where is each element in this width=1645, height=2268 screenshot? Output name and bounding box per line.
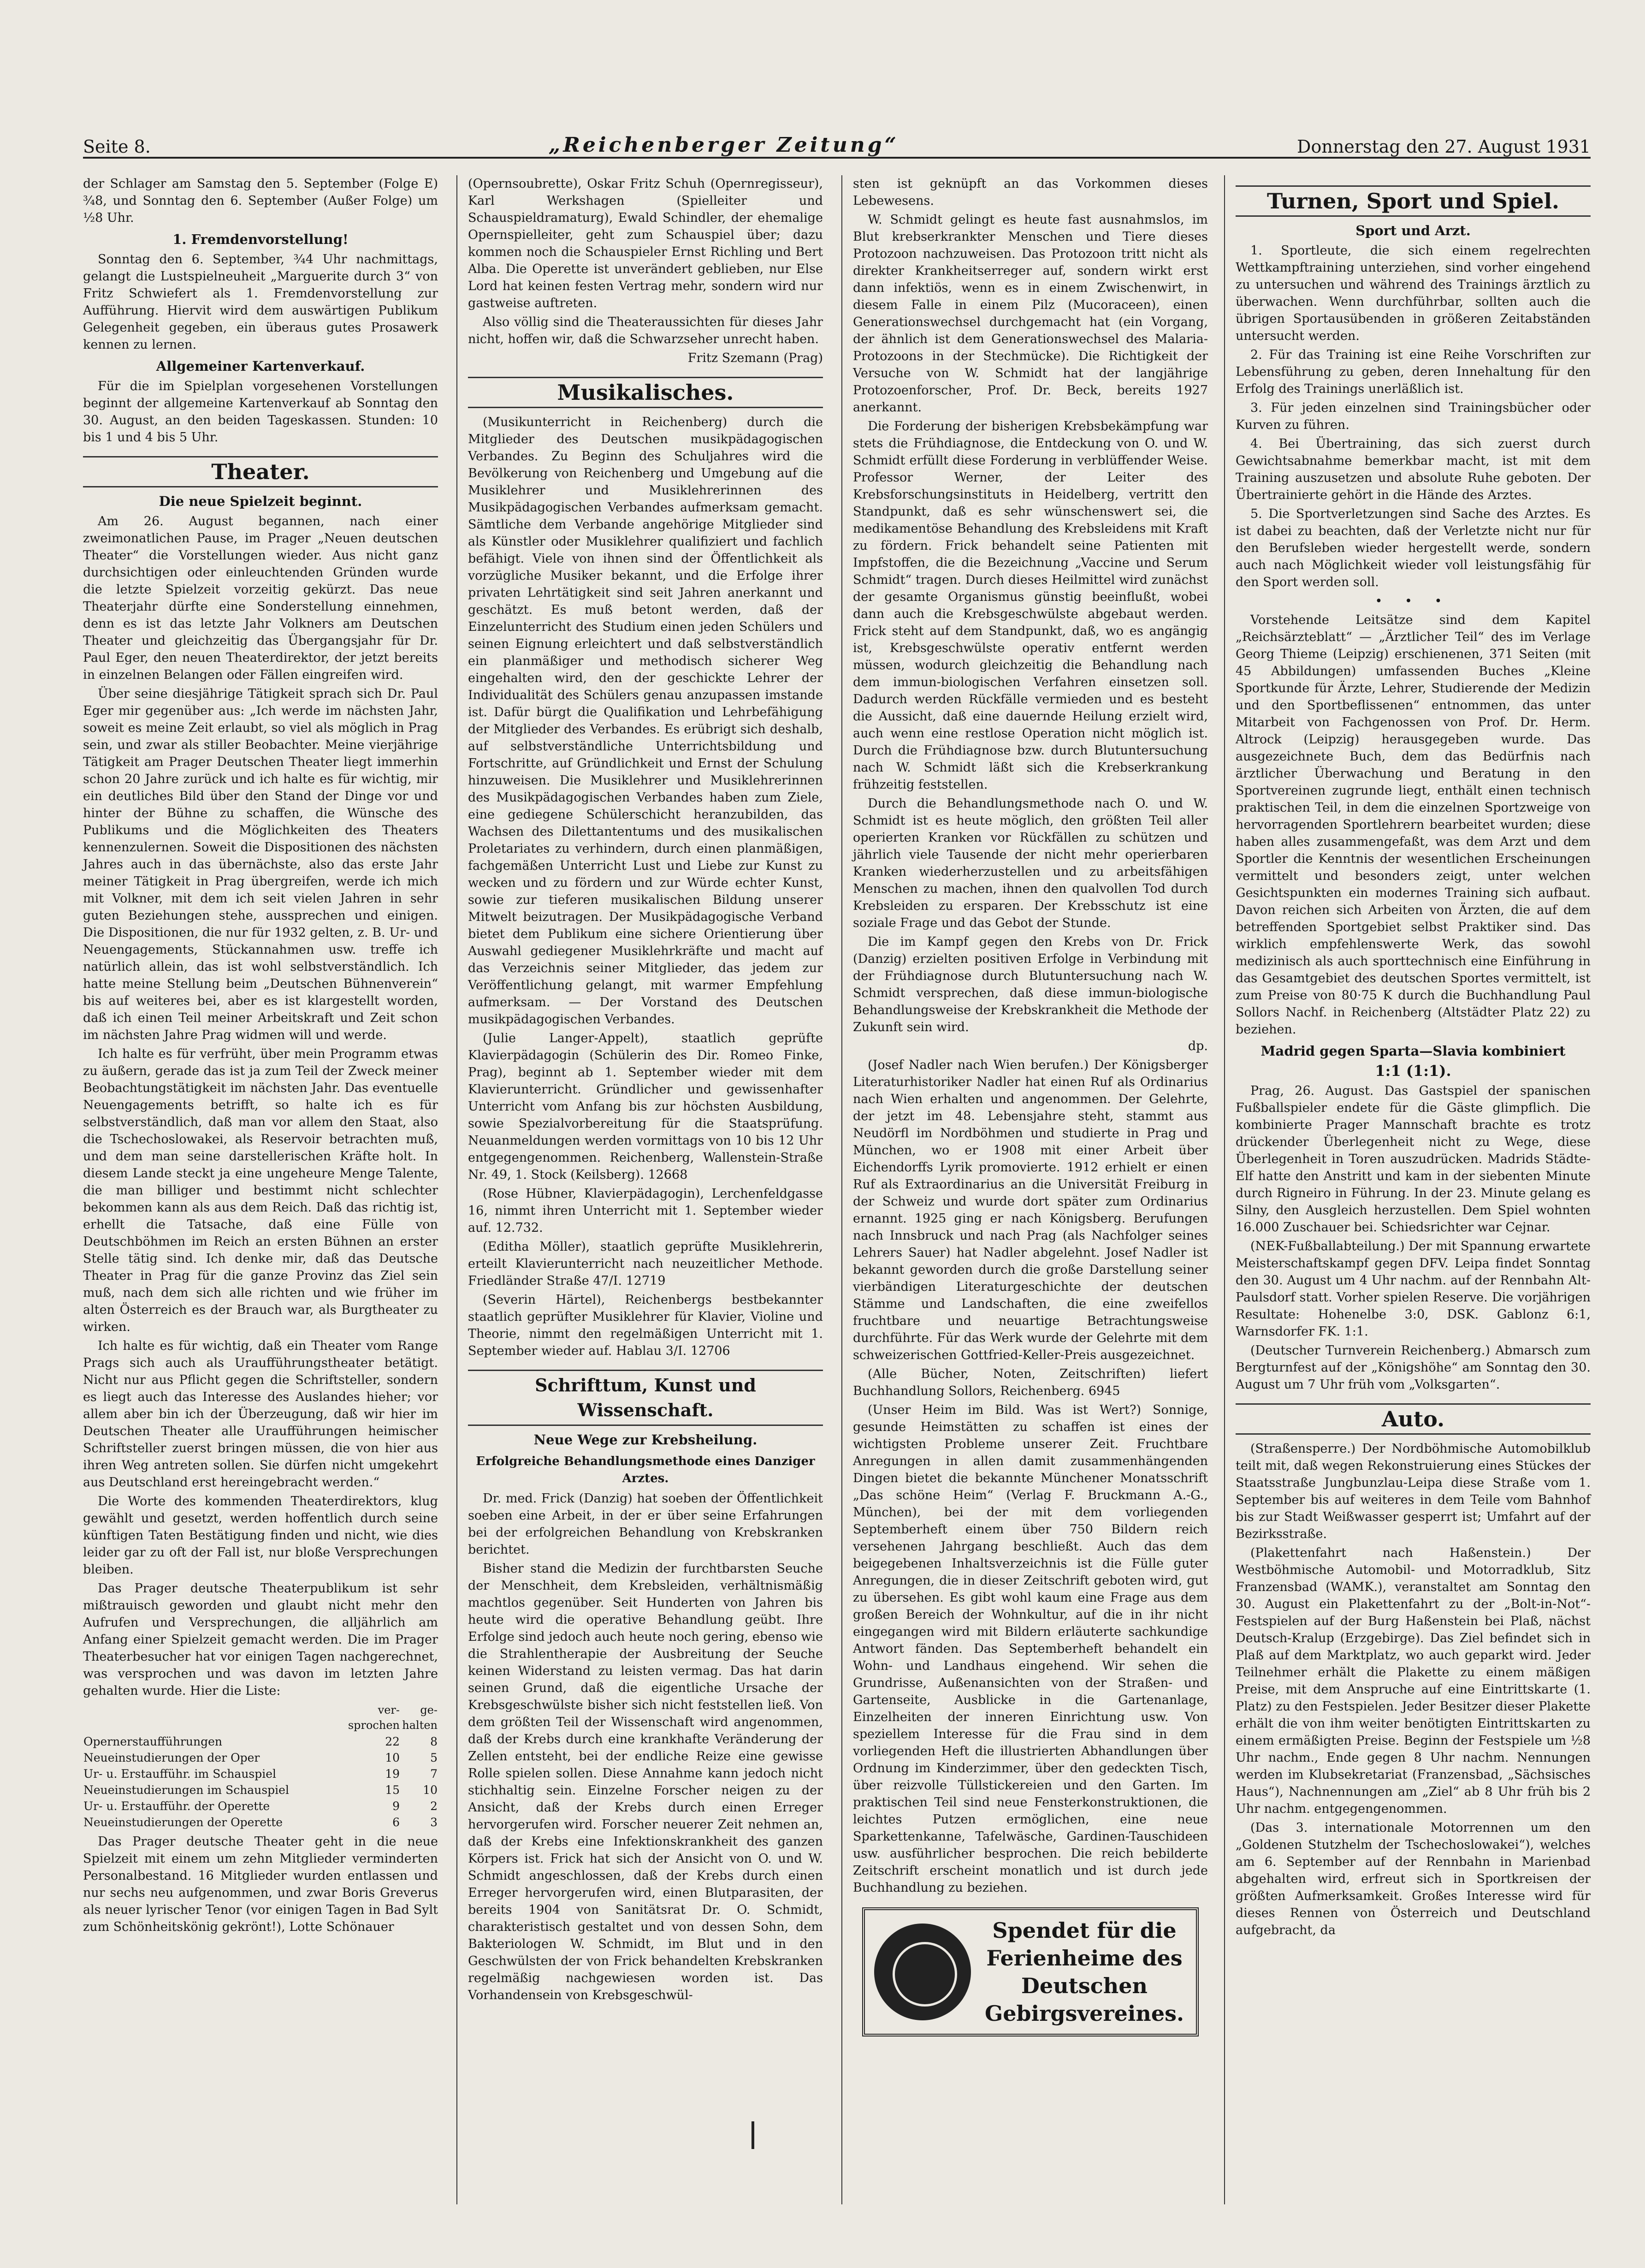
paragraph: Das Prager deutsche Theaterpublikum ist sehr mißtrauisch geworden und glaubt nicht mehr den Aufrufen und Versprechungen, die alljährlich am Anfang einer Spielzeit gemacht werden. Die im Prager Theaterbesucher hat vor einigen Tagen nachgerechnet, was versprochen und was davon im letzten Jahre gehalten wurde. Hier die Liste: <box>83 1581 438 1698</box>
article-subheading: Erfolgreiche Behandlungsmethode eines Danziger Arztes. <box>476 1455 815 1485</box>
paragraph: Für die im Spielplan vorgesehenen Vorstellungen beginnt der allgemeine Kartenverkauf ab Sonntag den 30. August, an den beiden Tageskassen. Stunden: 10 bis 1 und 4 bis 5 Uhr. <box>83 379 438 445</box>
paragraph: 3. Für jeden einzelnen sind Trainingsbücher oder Kurven zu führen. <box>1236 401 1591 432</box>
paragraph: (Alle Bücher, Noten, Zeitschriften) liefert Buchhandlung Sollors, Reichenberg. 6945 <box>853 1367 1208 1398</box>
column-rule <box>456 175 457 2204</box>
paragraph: W. Schmidt gelingt es heute fast ausnahmslos, im Blut krebserkrankter Menschen und Tiere dieses Protozoon nachzuweisen. Das Protozoon tritt nicht als direkter Krankheitserreger auf, sondern wirkt erst dann infektiös, wenn es in einem Zwischenwirt, in diesem Falle in einem Pilz (Mucoraceen), einen Generationswechsel durchgemacht hat (ein Vorgang, der ähnlich ist dem Generationswechsel des Malaria-Protozoons in der Stechmücke). Die Richtigkeit der Versuche von W. Schmidt hat der langjährige Protozoenforscher, Prof. Dr. Beck, bereits 1927 anerkannt. <box>853 213 1208 415</box>
paragraph: (Severin Härtel), Reichenbergs bestbekannter staatlich geprüfter Musiklehrer für Klavier, Violine und Theorie, nimmt den regelmäßigen Unterricht mit 1. September wieder auf. Hablau 3/I. 12706 <box>468 1293 823 1358</box>
column-1 <box>83 175 438 1937</box>
paragraph: 1. Sportleute, die sich einem regelrechten Wettkampftraining unterziehen, sind vorher eingehend zu untersuchen und während des Trainings ärztlich zu überwachen. Wenn durchführbar, sollten auch die übrigen Sportausübenden in größeren Zeitabständen untersucht werden. <box>1236 243 1591 343</box>
paragraph: Die Forderung der bisherigen Krebsbekämpfung war stets die Frühdiagnose, die Entdeckung von O. und W. Schmidt erfüllt diese Forderung in verblüffender Weise. Professor Werner, der Leiter des Krebsforschungsinstituts in Heidelberg, vertritt den Standpunkt, daß es sehr wünschenswert sei, die medikamentöse Behandlung des Krebsleidens mit Kraft zu fördern. Frick behandelt seine Patienten mit Impfstoffen, die die Bezeichnung „Vaccine und Serum Schmidt“ tragen. Durch dieses Heilmittel wird zunächst der gesamte Organismus günstig beeinflußt, wobei dann auch die Krebsgeschwülste abgebaut werden. Frick steht auf dem Standpunkt, daß, wo es angängig ist, Krebsgeschwülste operativ entfernt werden müssen, wodurch gleichzeitig die Behandlung nach dem immun-biologischen Verfahren einsetzen soll. Dadurch werden Rückfälle vermieden und es besteht die Aussicht, daß eine dauernde Heilung erzielt wird, auch wenn eine restlose Operation nicht möglich ist. Durch die Frühdiagnose bzw. durch Blutuntersuchung nach W. Schmidt läßt sich die Krebserkrankung frühzeitig feststellen. <box>853 419 1208 792</box>
section-heading-auto: Auto. <box>1236 1403 1591 1435</box>
paragraph: (Unser Heim im Bild. Was ist Wert?) Sonnige, gesunde Heimstätten zu schaffen ist eines der wichtigsten Probleme unserer Zeit. Fruchtbare Anregungen in allen damit zusammenhängenden Dingen bietet die bekannte Münchener Monatsschrift „Das schöne Heim“ (Verlag F. Bruckmann A.-G., München), bei der mit dem vorliegenden Septemberheft einem über 750 Bildern reich versehenen Jahrgang beschließt. Auch das dem beigegebenen Inhaltsverzeichnis ist die Fülle guter Anregungen, die in dieser Zeitschrift geboten wird, gut zu übersehen. Es gibt wohl kaum eine Frage aus dem großen Bereich der Wohnkultur, auf die in ihr nicht eingegangen wird mit Bildern erläuterte sachkundige Antwort fänden. Das Septemberheft behandelt ein Wohn- und Landhaus eingehend. Wir sehen die Grundrisse, Außenansichten von der Straßen- und Gartenseite, Ausblicke in die Gartenanlage, Einzelheiten der inneren Einrichtung usw. Von speziellem Interesse für die Frau sind in dem vorliegenden Heft die illustrierten Abhandlungen über Ordnung im Kinderzimmer, über den gedeckten Tisch, über reizvolle Tüllstickereien und den Garten. Im praktischen Teil sind neue Fensterkonstruktionen, die leichtes Putzen ermöglichen, eine neue Sparkettenkanne, Tafelwäsche, Gardinen-Tauschideen usw. ausführlicher besprochen. Die reich bebilderte Zeitschrift erscheint monatlich und ist durch jede Buchhandlung zu beziehen. <box>853 1403 1208 1895</box>
column-2 <box>468 175 823 2006</box>
paragraph: Vorstehende Leitsätze sind dem Kapitel „Reichsärzteblatt“ — „Ärztlicher Teil“ des im Verlage Georg Thieme (Leipzig) erschienenen, 371 Seiten (mit 45 Abbildungen) umfassenden Buches „Kleine Sportkunde für Ärzte, Lehrer, Studierende der Medizin und den Sportbeflissenen“ entnommen, das unter Mitarbeit von Fachgenossen von Prof. Dr. Herm. Altrock (Leipzig) herausgegeben wurde. Das ausgezeichnete Buch, dem das Bedürfnis nach ärztlicher Überwachung und Beratung in den Sportvereinen zugrunde liegt, enthält einen technisch praktischen Teil, in dem die einzelnen Sportzweige von hervorragenden Sportlehrern bearbeitet wurden; diese haben alles zusammengefaßt, was dem Arzt und dem Sportler die Kenntnis der wesentlichen Erscheinungen vermittelt und besonders zeigt, unter welchen Gesichtspunkten ein modernes Training sich aufbaut. Davon reichen sich Arbeiten von Ärzten, die auf dem betreffenden Sportgebiet selbst Praktiker sind. Das wirklich empfehlenswerte Werk, das sowohl medizinisch als auch sporttechnisch eine Einführung in das Gesamtgebiet des deutschen Sportes vermittelt, ist zum Preise von 80·75 K durch die Buchhandlung Paul Sollors Nachf. in Reichenberg (Altstädter Platz 22) zu beziehen. <box>1236 613 1591 1037</box>
paragraph: (Editha Möller), staatlich geprüfte Musiklehrerin, erteilt Klavierunterricht nach neuzeitlicher Methode. Friedländer Straße 47/I. 12719 <box>468 1240 823 1288</box>
table-header: ge-halten <box>402 1704 438 1732</box>
section-heading-literature: Schrifttum, Kunst und Wissenschaft. <box>468 1370 823 1426</box>
paragraph: 2. Für das Training ist eine Reihe Vorschriften zur Lebensführung zu geben, deren Innehaltung für den Erfolg des Trainings unerläßlich ist. <box>1236 348 1591 396</box>
paragraph: (Julie Langer-Appelt), staatlich geprüfte Klavierpädagogin (Schülerin des Dir. Romeo Finke, Prag), beginnt ab 1. September wieder mit dem Klavierunterricht. Gründlicher und gewissenhafter Unterricht vom Anfang bis zur höchsten Ausbildung, sowie Spezialvorbereitung für die Staatsprüfung. Neuanmeldungen werden vormittags von 10 bis 12 Uhr entgegengenommen. Reichenberg, Wallenstein-Straße Nr. 49, 1. Stock (Keilsberg). 12668 <box>468 1031 823 1182</box>
table-row: Neueinstudierungen der Operette 6 3 <box>83 1816 438 1829</box>
paragraph: Sonntag den 6. September, ¾4 Uhr nachmittags, gelangt die Lustspielneuheit „Marguerite durch 3“ von Fritz Schwiefert als 1. Fremdenvorstellung zur Aufführung. Hiervit wird dem auswärtigen Publikum Gelegenheit gegeben, ein überaus gutes Prosawerk kennen zu lernen. <box>83 252 438 352</box>
paragraph: Über seine diesjährige Tätigkeit sprach sich Dr. Paul Eger mir gegenüber aus: „Ich werde im nächsten Jahr, soweit es meine Zeit erlaubt, so viel als möglich in Prag sein, und zwar als stiller Beobachter. Meine vierjährige Tätigkeit am Prager Deutschen Theater liegt immerhin schon 20 Jahre zurück und ich halte es für wichtig, mir ein deutliches Bild über den Stand der Dinge vor und hinter der Bühne zu schaffen, die Wünsche des Publikums und die Möglichkeiten des Theaters kennenzulernen. Soweit die Dispositionen des nächsten Jahres auch in das übernächste, also das erste Jahr meiner Tätigkeit in Prag übergreifen, werde ich mich mit Volkner, mit dem ich seit vielen Jahren in sehr guten Beziehungen stehe, aussprechen und einigen. Die Dispositionen, die nur für 1932 gelten, z. B. Ur- und Neuengagements, Stückannahmen usw. treffe ich natürlich allein, das ist wohl selbstverständlich. Ich hatte meine Stellung beim „Deutschen Bühnenverein“ bis auf weiteres bei, aber es ist klargestellt worden, daß ich einen Teil meiner Arbeitskraft und Zeit schon im nächsten Jahre Prag widmen will und werde. <box>83 687 438 1042</box>
paragraph: Bisher stand die Medizin der furchtbarsten Seuche der Menschheit, dem Krebsleiden, verhältnismäßig machtlos gegenüber. Seit Hunderten von Jahren bis heute wird die operative Behandlung geübt. Ihre Erfolge sind jedoch auch heute noch gering, ebenso wie die Strahlentherapie der Ausbreitung der Seuche keinen Widerstand zu leisten vermag. Das hat darin seinen Grund, daß die eigentliche Ursache der Krebsgeschwülste bisher sich nicht feststellen ließ. Von dem größten Teil der Wissenschaft wird angenommen, daß der Krebs durch eine krankhafte Veränderung der Zellen entsteht, bei der endliche Reize eine gewisse Rolle spielen sollen. Diese Annahme kann jedoch nicht stichhaltig sein. Einzelne Forscher neigen zu der Ansicht, daß der Krebs durch einen Erreger hervorgerufen wird. Forscher neuerer Zeit nehmen an, daß der Krebs eine Infektionskrankheit des ganzen Körpers ist. Frick hat sich der Ansicht von O. und W. Schmidt angeschlossen, daß der Krebs durch einen Erreger hervorgerufen wird, einen Blutparasiten, der bereits 1904 von Sanitätsrat Dr. O. Schmidt, charakteristisch gestaltet und von dessen Sohn, dem Bakteriologen W. Schmidt, im Blut und in den Geschwülsten der von Frick behandelten Krebskranken regelmäßig nachgewiesen worden ist. Das Vorhandensein von Krebsgeschwül- <box>468 1561 823 2002</box>
paragraph: (Opernsoubrette), Oskar Fritz Schuh (Opernregisseur), Karl Werkshagen (Spielleiter und Schauspieldramaturg), Ewald Schindler, der ehemalige Opernspielleiter, geht zum Schauspiel über; dazu kommen noch die Schauspieler Ernst Richling und Bert Alba. Die Operette ist unverändert geblieben, nur Else Lord hat keinen festen Vertrag mehr, sondern wird nur gastweise auftreten. <box>468 177 823 310</box>
table-row: Ur- u. Erstaufführ. der Operette 9 2 <box>83 1799 438 1813</box>
issue-date: Donnerstag den 27. August 1931 <box>1297 137 1591 157</box>
paragraph: (Plakettenfahrt nach Haßenstein.) Der Westböhmische Automobil- und Motorradklub, Sitz Franzensbad (WAMK.), veranstaltet am Sonntag den 30. August ein Plakettenfahrt zu der „Bolt-in-Not“-Festspielen auf der Burg Haßenstein bei Plaß, nächst Deutsch-Kralup (Erzgebirge). Das Ziel befindet sich in Plaß auf dem Marktplatz, wo auch geparkt wird. Jeder Teilnehmer erhält die Plakette zu einem mäßigen Preise, mit dem Anspruche auf eine Eintrittskarte (1. Platz) zu den Festspielen. Jeder Besitzer dieser Plakette erhält die von ihm weiter benötigten Eintrittskarten zu einem ermäßigten Preise. Beginn der Festspiele um ½8 Uhr nachm., Ende gegen 8 Uhr nachm. Nennungen werden im Klubsekretariat (Franzensbad, „Sächsisches Haus“), Nachnennungen am „Ziel“ ab 8 Uhr früh bis 2 Uhr nachm. entgegengenommen. <box>1236 1546 1591 1816</box>
table-row: Opernerstaufführungen 22 8 <box>83 1735 438 1748</box>
article-heading: Sport und Arzt. <box>1355 223 1471 238</box>
table-row: Neueinstudierungen im Schauspiel 15 10 <box>83 1783 438 1797</box>
paragraph: (Rose Hübner, Klavierpädagogin), Lerchenfeldgasse 16, nimmt ihren Unterricht mit 1. September wieder auf. 12.732. <box>468 1187 823 1235</box>
paragraph: der Schlager am Samstag den 5. September (Folge E) ¾8, und Sonntag den 6. September (Außer Folge) um ½8 Uhr. <box>83 177 438 225</box>
match-result: 1:1 (1:1). <box>1375 1062 1451 1080</box>
newspaper-page <box>83 125 1591 2209</box>
separator: • • • <box>1375 594 1451 608</box>
paragraph: (Das 3. internationale Motorrennen um den „Goldenen Stutzhelm der Tschechoslowakei“), welches am 6. September auf der Rennbahn in Marienbad abgehalten wird, erfreut sich in Sportkreisen der größten Aufmerksamkeit. Großes Interesse wird für dieses Rennen von Österreich und Deutschland aufgebracht, da <box>1236 1821 1591 1937</box>
emblem-icon <box>874 1924 971 2020</box>
paragraph: (NEK-Fußballabteilung.) Der mit Spannung erwartete Meisterschaftskampf gegen DFV. Leipa findet Sonntag den 30. August um 4 Uhr nachm. auf der Rennbahn Alt-Paulsdorf statt. Vorher spielen Reserve. Die vorjährigen Resultate: Hohenelbe 3:0, DSK. Gablonz 6:1, Warnsdorfer FK. 1:1. <box>1236 1239 1591 1339</box>
table-row: Neueinstudierungen der Oper 10 5 <box>83 1751 438 1764</box>
article-heading: Madrid gegen Sparta—Slavia kombiniert <box>1260 1043 1566 1059</box>
page-number: Seite 8. <box>83 137 151 157</box>
paragraph: 5. Die Sportverletzungen sind Sache des Arztes. Es ist dabei zu beachten, daß der Verletzte nicht nur für den Berufsleben wieder hergestellt werde, sondern auch nach Möglichkeit wieder voll leistungsfähig für den Sport werden soll. <box>1236 507 1591 589</box>
column-3 <box>853 175 1208 2036</box>
advertisement-box <box>862 1907 1199 2036</box>
subheading: Allgemeiner Kartenverkauf. <box>156 358 365 374</box>
paragraph: (Musikunterricht in Reichenberg) durch die Mitglieder des Deutschen musikpädagogischen Verbandes. Zu Beginn des Schuljahres wird die Bevölkerung von Reichenberg und Umgebung auf die Musiklehrer und Musiklehrerinnen des Musikpädagogischen Verbandes aufmerksam gemacht. Sämtliche dem Verbande angehörige Mitglieder sind als Künstler oder Musiklehrer qualifiziert und fachlich befähigt. Viele von ihnen sind der Öffentlichkeit als vorzügliche Musiker bekannt, und die Erfolge ihrer privaten Lehrtätigkeit sind seit Jahren anerkannt und geschätzt. Es muß betont werden, daß der Einzelunterricht des Studium einen jeden Schülers und seinen Eignung erleichtert und daß selbstverständlich ein planmäßiger und methodisch sicherer Weg eingehalten wird, den der geschickte Lehrer der Individualität des Schülers genau anzupassen imstande ist. Dafür bürgt die Qualifikation und Lehrbefähigung der Mitglieder des Verbandes. Es erübrigt sich deshalb, auf selbstverständliche Unterrichtsbildung und Fortschritte, auf Gründlichkeit und Ernst der Schulung hinzuweisen. Die Musiklehrer und Musiklehrerinnen des Musikpädagogischen Verbandes haben zum Ziele, eine gediegene Schülerschicht heranzubilden, das Wachsen des Dilettantentums und des musikalischen Proletariates zu verhindern, durch einen planmäßigen, fachgemäßen Unterricht Lust und Liebe zur Kunst zu wecken und zu fördern und zur Würde echter Kunst, sowie zur tieferen musikalischen Bildung unserer Mitwelt beizutragen. Der Musikpädagogische Verband bietet dem Publikum eine sichere Orientierung über Auswahl gediegener Musiklehrkräfte und macht auf das Verzeichnis seiner Mitglieder, das jedem zur Veröffentlichung gelangt, mit warmer Empfehlung aufmerksam. — Der Vorstand des Deutschen musikpädagogischen Verbandes. <box>468 415 823 1027</box>
author-signature: Fritz Szemann (Prag) <box>687 351 823 365</box>
paragraph: 4. Bei Übertraining, das sich zuerst durch Gewichtsabnahme bemerkbar macht, ist mit dem Training auszusetzen und absolute Ruhe geboten. Der Übertrainierte gehört in die Hände des Arztes. <box>1236 437 1591 502</box>
column-rule <box>1224 175 1225 2204</box>
subheading: 1. Fremdenvorstellung! <box>172 232 349 247</box>
paragraph: Dr. med. Frick (Danzig) hat soeben der Öffentlichkeit soeben eine Arbeit, in der er über seine Erfahrungen bei der erfolgreichen Behandlung von Krebskranken berichtet. <box>468 1491 823 1557</box>
paragraph: Das Prager deutsche Theater geht in die neue Spielzeit mit einem um zehn Mitglieder verminderten Personalbestand. 16 Mitglieder wurden entlassen und nur sechs neu aufgenommen, und zwar Boris Greverus als neuer lyrischer Tenor (vor einigen Tagen in Bad Sylt zum Schönheitskönig gekrönt!), Lotte Schönauer <box>83 1835 438 1934</box>
advertisement-text: Spendet für die Ferienheime des Deutschen Gebirgsvereines. <box>984 1918 1184 2026</box>
paragraph: (Josef Nadler nach Wien berufen.) Der Königsberger Literaturhistoriker Nadler hat einen Ruf als Ordinarius nach Wien erhalten und angenommen. Der Gelehrte, der jetzt im 48. Lebensjahre steht, stammt aus Neudörfl im Nordböhmen und studierte in Prag und München, wo er 1908 mit einer Arbeit über Eichendorffs Lyrik promovierte. 1912 erhielt er einen Ruf als Extraordinarius an die Universität Freiburg in der Schweiz und wurde dort später zum Ordinarius ernannt. 1925 ging er nach Königsberg. Berufungen nach Innsbruck und nach Prag (als Nachfolger seines Lehrers Sauer) hat Nadler abgelehnt. Josef Nadler ist bekannt geworden durch die große Darstellung seiner vierbändigen Literaturgeschichte der deutschen Stämme und Landschaften, die eine zweifellos fruchtbare und neuartige Betrachtungsweise durchführte. Für das Werk wurde der Gelehrte mit dem schweizerischen Gottfried-Keller-Preis ausgezeichnet. <box>853 1058 1208 1362</box>
ink-mark <box>751 2121 754 2149</box>
paragraph: Am 26. August begannen, nach einer zweimonatlichen Pause, im Prager „Neuen deutschen Theater“ die Vorstellungen wieder. Aus nicht ganz durchsichtigen oder einleuchtenden Gründen wurde die letzte Spielzeit vorzeitig gekürzt. Das neue Theaterjahr dürfte eine Sonderstellung einnehmen, denn es ist das letzte Jahr Volkners am Deutschen Theater und gleichzeitig das Übergangsjahr für Dr. Paul Eger, den neuen Theaterdirektor, der jetzt bereits in einzelnen Belangen oder Fällen eingreifen wird. <box>83 514 438 682</box>
section-heading-music: Musikalisches. <box>468 377 823 408</box>
section-heading-sport: Turnen, Sport und Spiel. <box>1236 185 1591 217</box>
paragraph: (Deutscher Turnverein Reichenberg.) Abmarsch zum Bergturnfest auf der „Königshöhe“ am Sonntag den 30. August um 7 Uhr früh vom „Volksgarten“. <box>1236 1343 1591 1392</box>
paragraph: Die Worte des kommenden Theaterdirektors, klug gewählt und gesetzt, werden hoffentlich durch seine künftigen Taten Bestätigung finden und nicht, wie dies leider gar zu oft der Fall ist, nur bloße Versprechungen bleiben. <box>83 1494 438 1577</box>
section-heading-theater: Theater. <box>83 456 438 487</box>
column-rule <box>841 175 842 2204</box>
page-header <box>83 125 1591 159</box>
paragraph: Prag, 26. August. Das Gastspiel der spanischen Fußballspieler endete für die Gäste glimpflich. Die kombinierte Prager Mannschaft brachte es trotz drückender Überlegenheit nicht zu Wege, diese Überlegenheit in Toren auszudrücken. Madrids Städte-Elf hatte den Anstritt und kam in der siebenten Minute durch Rigneiro in Führung. In der 23. Minute gelang es Silny, den Ausgleich herzustellen. Dem Spiel wohnten 16.000 Zuschauer bei. Schiedsrichter war Cejnar. <box>1236 1084 1591 1235</box>
paragraph: Also völlig sind die Theateraussichten für dieses Jahr nicht, hoffen wir, daß die Schwarzseher unrecht haben. <box>468 315 823 346</box>
paragraph: Durch die Behandlungsmethode nach O. und W. Schmidt ist es heute möglich, den größten Teil aller operierten Kranken vor Rückfällen zu schützen und jährlich viele Tausende der nicht mehr operierbaren Kranken wiederherzustellen und zu arbeitsfähigen Menschen zu machen, ihnen den qualvollen Tod durch Krebsleiden zu ersparen. Der Krebsschutz ist eine soziale Frage und das Gebot der Stunde. <box>853 796 1208 930</box>
paragraph: Ich halte es für wichtig, daß ein Theater vom Range Prags sich auch als Uraufführungstheater betätigt. Nicht nur aus Pflicht gegen die Schriftsteller, sondern es liegt auch das Interesse des Auslandes hieher; vor allem aber bin ich der Überzeugung, daß wir hier im Deutschen Theater alle Uraufführungen heimischer Schriftsteller zuerst bringen müssen, die von hier aus ihren Weg antreten sollen. Sie dürfen nicht umgekehrt aus Deutschland erst hereingebracht werden.“ <box>83 1339 438 1490</box>
paragraph: sten ist geknüpft an das Vorkommen dieses Lebewesens. <box>853 177 1208 208</box>
paragraph: Ich halte es für verfrüht, über mein Programm etwas zu äußern, gerade das ist ja zum Teil der Zweck meiner Beobachtungstätigkeit im nächsten Jahr. Das eventuelle Neuengagements betrifft, so halte ich es für selbstverständlich, daß man vor allem den Staat, also die Tschechoslowakei, als Reservoir betrachten muß, und dem man seine darstellerischen Kräfte holt. In diesem Lande steckt ja eine ungeheure Menge Talente, die man billiger und bestimmt nicht schlechter bekommen kann als aus dem Reich. Daß das richtig ist, erhellt die Tatsache, daß eine Fülle von Deutschböhmen im Reich an ersten Bühnen an erster Stelle tätig sind. Ich denke mir, daß das Deutsche Theater in Prag für die ganze Provinz das Ziel sein muß, nach dem sich alle richten und wie früher im alten Österreich es der Brauch war, als Burgtheater zu wirken. <box>83 1047 438 1334</box>
table-header: ver-sprochen <box>348 1704 400 1732</box>
paragraph: (Straßensperre.) Der Nordböhmische Automobilklub teilt mit, daß wegen Rekonstruierung eines Stückes der Staatsstraße Jungbunzlau-Leipa diese Straße vom 1. September bis auf weiteres in dem Teile vom Bahnhof bis zur Stadt Weißwasser gesperrt ist; Umfahrt auf der Bezirksstraße. <box>1236 1442 1591 1541</box>
newspaper-title: „Reichenberger Zeitung“ <box>549 133 899 157</box>
author-signature: dp. <box>1188 1039 1208 1053</box>
column-4 <box>1236 175 1591 1941</box>
paragraph: Die im Kampf gegen den Krebs von Dr. Frick (Danzig) erzielten positiven Erfolge in Verbindung mit der Frühdiagnose durch Blutuntersuchung nach W. Schmidt versprechen, daß diese immun-biologische Behandlungsweise der Krebskrankheit die Methode der Zukunft sein wird. <box>853 935 1208 1034</box>
statistics-table <box>83 1702 438 1830</box>
article-heading: Neue Wege zur Krebsheilung. <box>533 1432 757 1448</box>
table-row: Ur- u. Erstaufführ. im Schauspiel 19 7 <box>83 1767 438 1781</box>
article-heading: Die neue Spielzeit beginnt. <box>159 493 362 509</box>
